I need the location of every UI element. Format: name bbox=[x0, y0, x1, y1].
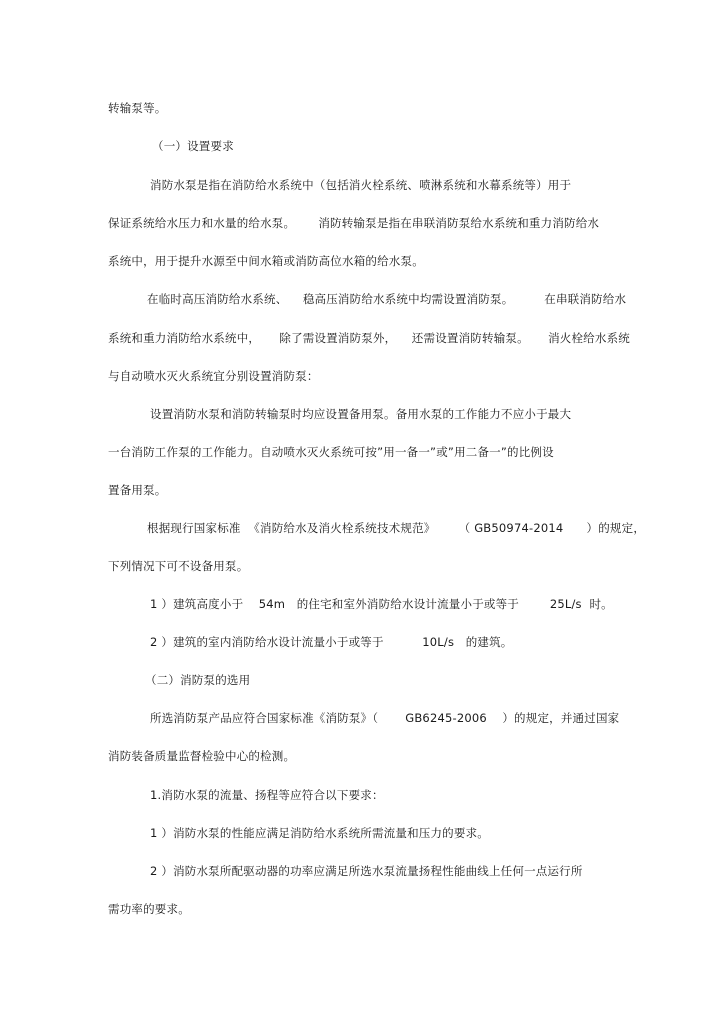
text-line-6: 在临时高压消防给水系统、 稳高压消防给水系统中均需设置消防泵。 在串联消防给水 bbox=[147, 292, 627, 306]
text-line-7: 系统和重力消防给水系统中， 除了需设置消防泵外， 还需设置消防转输泵。 消火栓给水系统 bbox=[108, 331, 630, 345]
list-item-3: 1 ）消防水泵的性能应满足消防给水系统所需流量和压力的要求。 bbox=[150, 826, 489, 840]
section-heading-pump-selection: （二）消防泵的选用 bbox=[145, 673, 251, 687]
text-line-18: 消防装备质量监督检验中心的检测。 bbox=[108, 749, 296, 763]
text-line-1: 转输泵等。 bbox=[108, 101, 167, 115]
subheading-flow-head-requirements: 1.消防水泵的流量、扬程等应符合以下要求： bbox=[150, 788, 384, 802]
text-line-4: 保证系统给水压力和水量的给水泵。 消防转输泵是指在串联消防泵给水系统和重力消防给水 bbox=[108, 216, 600, 230]
text-line-11: 置备用泵。 bbox=[108, 483, 167, 497]
list-item-1: 1 ）建筑高度小于 54m 的住宅和室外消防给水设计流量小于或等于 25L/s 时。 bbox=[150, 597, 613, 611]
text-line-8: 与自动喷水灭火系统宜分别设置消防泵： bbox=[108, 369, 319, 383]
list-item-4: 2 ）消防水泵所配驱动器的功率应满足所选水泵流量扬程性能曲线上任何一点运行所 bbox=[150, 864, 583, 878]
text-line-3: 消防水泵是指在消防给水系统中（包括消火栓系统、喷淋系统和水幕系统等）用于 bbox=[150, 178, 572, 192]
list-item-2: 2 ）建筑的室内消防给水设计流量小于或等于 10L/s 的建筑。 bbox=[150, 635, 513, 649]
text-line-9: 设置消防水泵和消防转输泵时均应设置备用泵。备用水泵的工作能力不应小于最大 bbox=[150, 407, 572, 421]
text-line-5: 系统中，用于提升水源至中间水箱或消防高位水箱的给水泵。 bbox=[108, 254, 424, 268]
text-line-22: 需功率的要求。 bbox=[108, 902, 190, 916]
text-line-12: 根据现行国家标准 《消防给水及消火栓系统技术规范》 （ GB50974-2014 ）的规定， bbox=[147, 521, 646, 535]
text-line-10: 一台消防工作泵的工作能力。自动喷水灭火系统可按”用一备一”或”用二备一”的比例设 bbox=[108, 445, 554, 459]
text-line-13: 下列情况下可不设备用泵。 bbox=[108, 559, 249, 573]
section-heading-setup-requirements: （一）设置要求 bbox=[152, 139, 234, 153]
text-line-17: 所选消防泵产品应符合国家标准《消防泵》（ GB6245-2006 ）的规定，并通过国家 bbox=[150, 711, 620, 725]
